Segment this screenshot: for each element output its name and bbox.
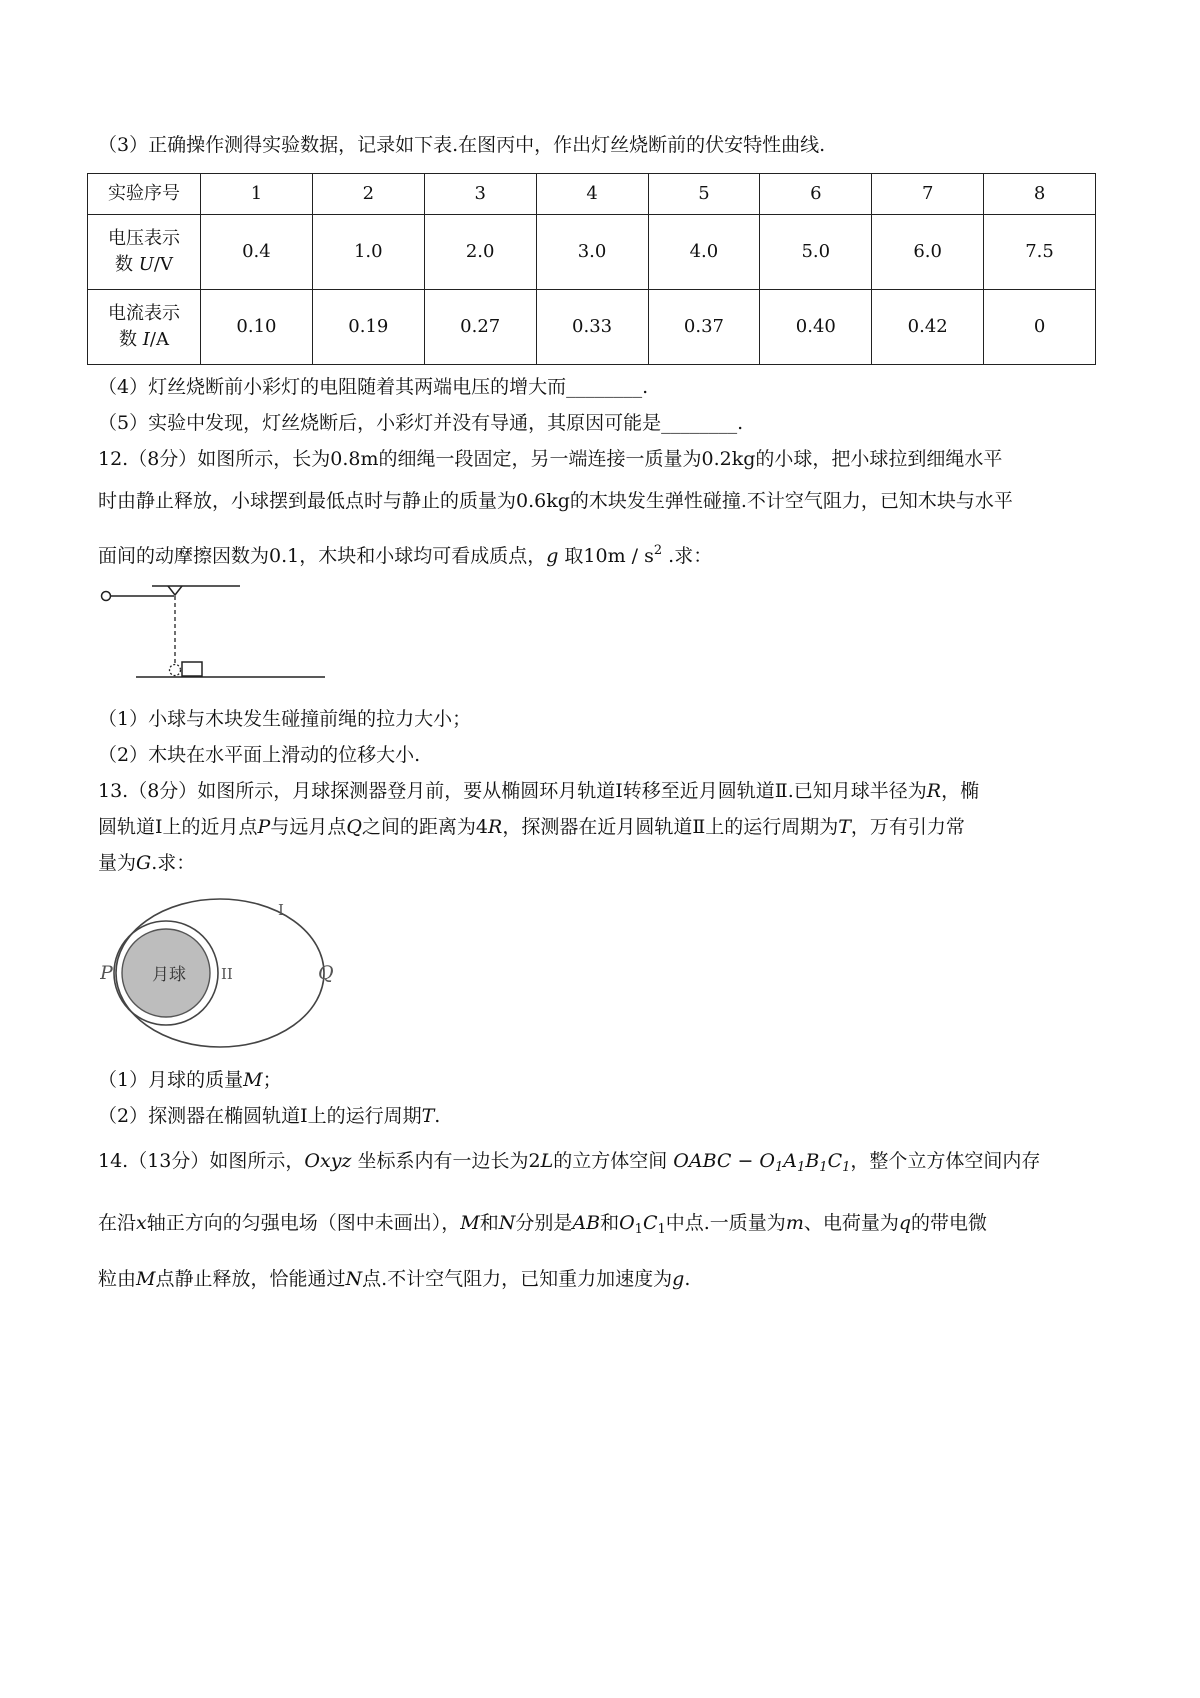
table-row-seq [88, 174, 1096, 215]
symbol-G: G [136, 852, 152, 874]
q11-item5: （5）实验中发现，灯丝烧断后，小彩灯并没有导通，其原因可能是________. [98, 412, 744, 434]
text: .求： [662, 545, 713, 567]
q11-item3: （3）正确操作测得实验数据，记录如下表.在图丙中，作出灯丝烧断前的伏安特性曲线. [98, 134, 826, 156]
text: ，椭 [941, 780, 980, 802]
q12-sub1: （1）小球与木块发生碰撞前绳的拉力大小； [98, 708, 472, 730]
header-text: 数 [119, 329, 138, 350]
subscript: 1 [842, 1160, 851, 1175]
text: 点静止释放，恰能通过 [155, 1268, 346, 1290]
table-cell: 0.19 [312, 290, 424, 365]
text: 之间的距离为4 [361, 816, 488, 838]
table-cell: 0.4 [201, 215, 313, 290]
cube-B: B [805, 1150, 820, 1172]
q14-line1 [98, 1152, 1040, 1174]
symbol-q: q [898, 1212, 912, 1234]
text: 点.不计空气阻力，已知重力加速度为 [362, 1268, 673, 1290]
text: （2）探测器在椭圆轨道Ⅰ上的运行周期 [98, 1105, 422, 1127]
orbit-I-label: I [278, 901, 284, 919]
table-cell: 0.37 [648, 290, 760, 365]
text: ，万有引力常 [850, 816, 965, 838]
cube-main: OABC − O [673, 1150, 776, 1172]
table-row-current [88, 290, 1096, 365]
pivot-mark [168, 586, 182, 595]
text: 和 [479, 1212, 499, 1234]
symbol-L: L [540, 1150, 554, 1172]
text: .求： [151, 852, 196, 874]
header-text: 电压表示 [108, 227, 180, 249]
symbol-O1: O [619, 1212, 635, 1234]
q12-line3 [98, 544, 712, 566]
symbol-m: m [785, 1212, 804, 1234]
text: ； [262, 1069, 282, 1091]
symbol-T: T [838, 816, 851, 838]
text: 分别是 [515, 1212, 573, 1234]
subscript: 1 [634, 1222, 643, 1237]
text: 的带电微 [911, 1212, 988, 1234]
ball-start [102, 592, 111, 601]
subscript: 1 [819, 1160, 828, 1175]
symbol-M: M [460, 1212, 480, 1234]
orbit-II-label: II [221, 965, 233, 983]
table-header-voltage [88, 215, 201, 290]
text: 在沿 [98, 1212, 137, 1234]
table-cell: 2.0 [424, 215, 536, 290]
subscript: 1 [775, 1160, 784, 1175]
table-cell: 0.27 [424, 290, 536, 365]
symbol-g: g [546, 545, 559, 567]
header-text: 数 [115, 254, 133, 275]
q12-line2: 时由静止释放，小球摆到最低点时与静止的质量为0.6kg的木块发生弹性碰撞.不计空气阻力，已知木块与水平 [98, 490, 1013, 512]
table-cell: 0.33 [536, 290, 648, 365]
header-unit: /A [149, 329, 169, 350]
text: 与远月点 [270, 816, 347, 838]
text: . [434, 1105, 441, 1127]
q13-line2 [98, 818, 965, 837]
orbit-figure [100, 895, 350, 1055]
subscript: 1 [657, 1222, 666, 1237]
header-symbol-i: I [142, 329, 150, 350]
text: 、电荷量为 [803, 1212, 899, 1234]
header-unit: /V [153, 254, 173, 275]
symbol-C1: C [642, 1212, 658, 1234]
cube-C: C [827, 1150, 843, 1172]
q14-line3 [98, 1270, 690, 1289]
text: 中点.一质量为 [665, 1212, 786, 1234]
symbol-g: g [672, 1268, 685, 1290]
symbol-oxyz: Oxyz [304, 1150, 352, 1172]
q13-sub2 [98, 1107, 440, 1126]
pendulum-figure [100, 580, 340, 700]
moon-label: 月球 [152, 965, 186, 985]
point-Q-label: Q [318, 962, 334, 984]
q11-item4: （4）灯丝烧断前小彩灯的电阻随着其两端电压的增大而________. [98, 376, 649, 398]
symbol-x: x [136, 1212, 147, 1234]
header-symbol-u: U [138, 254, 154, 275]
text: 轴正方向的匀强电场（图中未画出）， [146, 1212, 461, 1234]
table-cell: 6 [760, 174, 872, 215]
text: . [684, 1268, 691, 1290]
text: 坐标系内有一边长为2 [351, 1150, 541, 1172]
table-cell: 7 [872, 174, 984, 215]
text: ，探测器在近月圆轨道Ⅱ上的运行周期为 [502, 816, 839, 838]
text: ，整个立方体空间内存 [850, 1150, 1041, 1172]
symbol-AB: AB [572, 1212, 601, 1234]
symbol-P: P [257, 816, 271, 838]
point-P-label: P [100, 962, 113, 984]
ball-bottom [170, 665, 181, 676]
text: 13.（8分）如图所示，月球探测器登月前，要从椭圆环月轨道Ⅰ转移至近月圆轨道Ⅱ.已知月球半径为 [98, 780, 927, 802]
symbol-Q: Q [346, 816, 362, 838]
wooden-block [182, 662, 202, 676]
cube-A: A [783, 1150, 798, 1172]
table-cell: 1.0 [312, 215, 424, 290]
text: 的立方体空间 [553, 1150, 668, 1172]
text: 量为 [98, 852, 137, 874]
text: 取10m / s [558, 545, 654, 567]
table-cell: 7.5 [984, 215, 1096, 290]
table-cell: 5 [648, 174, 760, 215]
text: 和 [600, 1212, 620, 1234]
text: 14.（13分）如图所示， [98, 1150, 305, 1172]
q12-sub2: （2）木块在水平面上滑动的位移大小. [98, 744, 421, 766]
symbol-R: R [488, 816, 503, 838]
table-header-current [88, 290, 201, 365]
symbol-T: T [421, 1105, 435, 1127]
q14-line2 [98, 1214, 987, 1236]
experiment-table [87, 173, 1096, 365]
q13-sub1 [98, 1071, 282, 1090]
table-cell: 8 [984, 174, 1096, 215]
table-header-seq: 实验序号 [88, 174, 201, 215]
table-cell: 6.0 [872, 215, 984, 290]
text: 圆轨道Ⅰ上的近月点 [98, 816, 258, 838]
table-cell: 0 [984, 290, 1096, 365]
table-cell: 3.0 [536, 215, 648, 290]
table-cell: 4.0 [648, 215, 760, 290]
table-cell: 4 [536, 174, 648, 215]
symbol-N: N [498, 1212, 516, 1234]
q13-line3 [98, 854, 195, 873]
cube-name [673, 1150, 851, 1175]
header-text: 电流表示 [108, 302, 180, 324]
table-row-voltage [88, 215, 1096, 290]
symbol-N: N [345, 1268, 363, 1290]
text: 面间的动摩擦因数为0.1，木块和小球均可看成质点， [98, 545, 547, 567]
text: （1）月球的质量 [98, 1069, 244, 1091]
q13-line1 [98, 782, 979, 801]
symbol-M: M [136, 1268, 156, 1290]
symbol-M: M [243, 1069, 263, 1091]
subscript: 1 [797, 1160, 806, 1175]
table-cell: 1 [201, 174, 313, 215]
table-cell: 0.40 [760, 290, 872, 365]
table-cell: 0.42 [872, 290, 984, 365]
table-cell: 2 [312, 174, 424, 215]
q12-line1: 12.（8分）如图所示，长为0.8m的细绳一段固定，另一端连接一质量为0.2kg的小球，把小球拉到细绳水平 [98, 448, 1003, 470]
table-cell: 3 [424, 174, 536, 215]
symbol-R: R [926, 780, 942, 802]
table-cell: 5.0 [760, 215, 872, 290]
table-cell: 0.10 [201, 290, 313, 365]
superscript: 2 [653, 543, 663, 558]
text: 粒由 [98, 1268, 137, 1290]
